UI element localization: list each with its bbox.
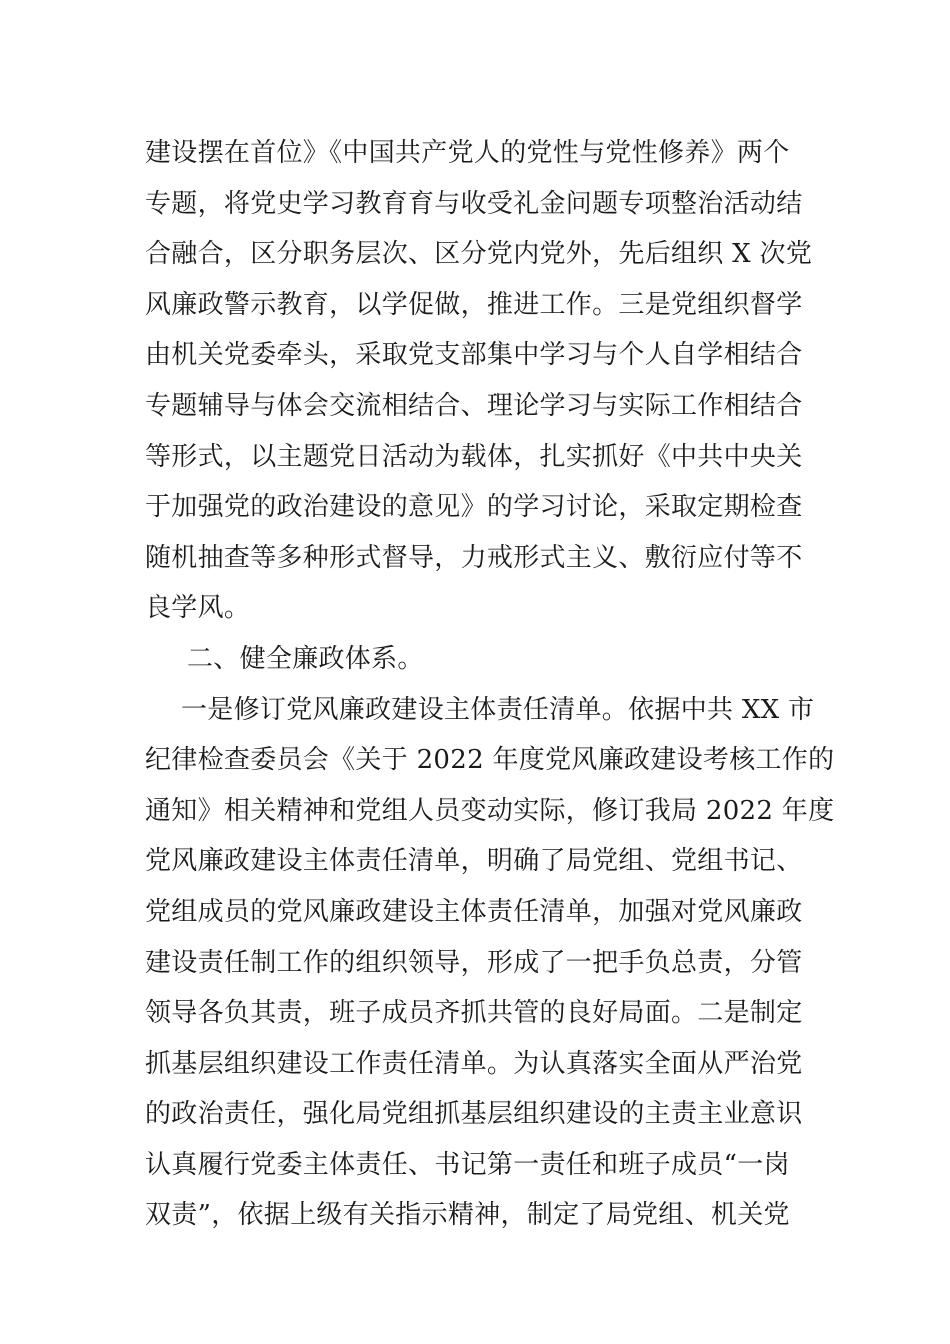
text-line: 通知》相关精神和党组人员变动实际，修订我局 2022 年度 bbox=[145, 795, 835, 826]
text-line: 于加强党的政治建设的意见》的学习讨论，采取定期检查 bbox=[145, 492, 803, 523]
text-line: 党风廉政建设主体责任清单，明确了局党组、党组书记、 bbox=[145, 846, 803, 877]
paragraph-start-line: 一是修订党风廉政建设主体责任清单。依据中共 XX 市 bbox=[181, 694, 815, 725]
text-line: 合融合，区分职务层次、区分党内党外，先后组织 X 次党 bbox=[145, 239, 813, 270]
text-line: 党组成员的党风廉政建设主体责任清单，加强对党风廉政 bbox=[145, 896, 803, 927]
section-heading: 二、健全廉政体系。 bbox=[187, 643, 424, 674]
text-line: 良学风。 bbox=[145, 593, 251, 624]
text-line: 双责”，依据上级有关指示精神，制定了局党组、机关党 bbox=[145, 1200, 790, 1231]
text-line: 建设摆在首位》《中国共产党人的党性与党性修养》两个 bbox=[145, 138, 790, 168]
text-line: 的政治责任，强化局党组抓基层组织建设的主责主业意识 bbox=[145, 1099, 803, 1130]
document-body bbox=[145, 128, 835, 1241]
text-line: 抓基层组织建设工作责任清单。为认真落实全面从严治党 bbox=[145, 1048, 803, 1079]
text-line: 认真履行党委主体责任、书记第一责任和班子成员“一岗 bbox=[145, 1149, 790, 1180]
text-line: 领导各负其责，班子成员齐抓共管的良好局面。二是制定 bbox=[145, 998, 803, 1029]
text-line: 随机抽查等多种形式督导，力戒形式主义、敷衍应付等不 bbox=[145, 542, 803, 573]
text-line: 由机关党委牵头，采取党支部集中学习与个人自学相结合 bbox=[145, 340, 803, 371]
text-line: 专题，将党史学习教育育与收受礼金问题专项整治活动结 bbox=[145, 188, 803, 219]
text-line: 建设责任制工作的组织领导，形成了一把手负总责，分管 bbox=[145, 947, 803, 978]
text-line: 专题辅导与体会交流相结合、理论学习与实际工作相结合 bbox=[145, 390, 803, 421]
text-line: 纪律检查委员会《关于 2022 年度党风廉政建设考核工作的 bbox=[145, 745, 835, 776]
text-line: 等形式，以主题党日活动为载体，扎实抓好《中共中央关 bbox=[145, 441, 803, 472]
text-line: 风廉政警示教育，以学促做，推进工作。三是党组织督学 bbox=[145, 289, 803, 320]
